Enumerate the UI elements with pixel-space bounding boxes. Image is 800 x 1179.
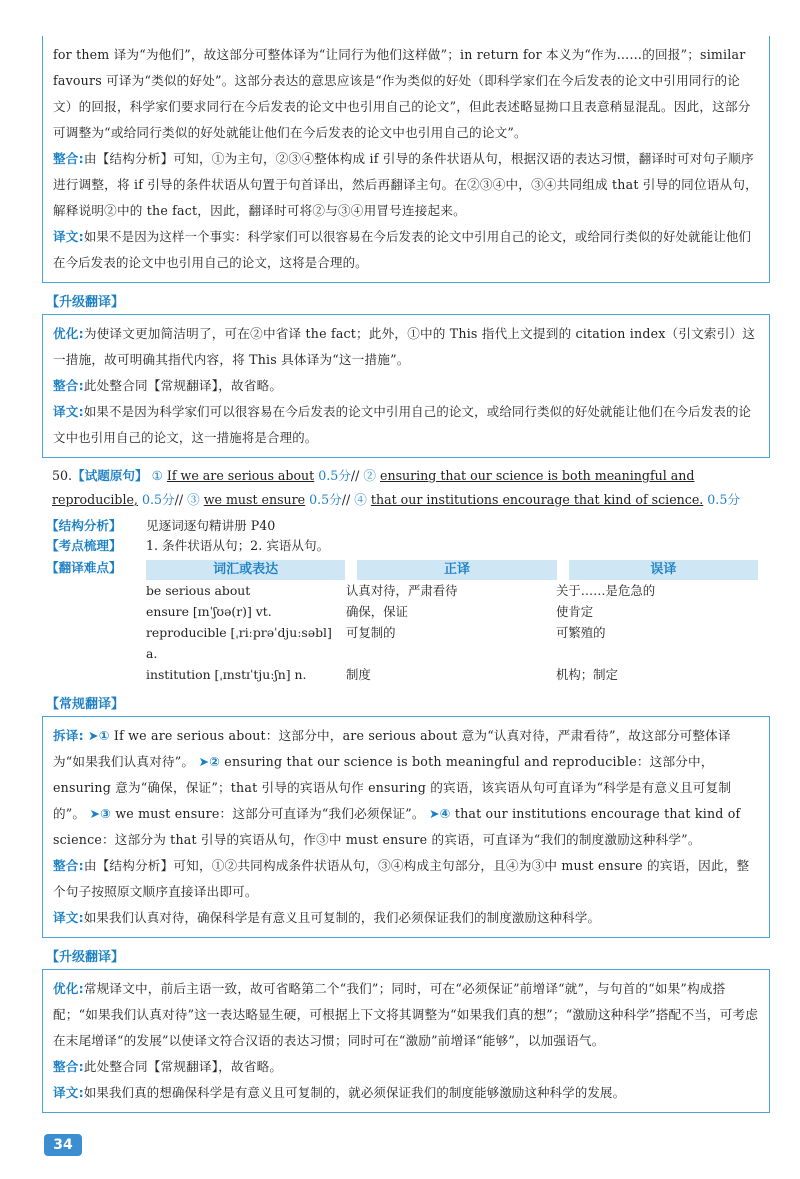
yiwen-label: 译文: (53, 910, 84, 925)
circle-1: ① (98, 728, 110, 743)
arrow-icon: ➤ (198, 754, 210, 769)
page-number: 34 (44, 1134, 82, 1156)
vocab-wrong: 可繁殖的 (556, 625, 606, 640)
chaiyi-label: 拆译: (53, 728, 84, 743)
question-tag: 【试题原句】 (72, 468, 148, 483)
yiwen-text: 如果不是因为科学家们可以很容易在今后发表的论文中引用自己的论文，或给同行类似的好处就能让他们在今后发表的论文中也引用自己的论文，这一措施将是合理的。 (53, 404, 752, 445)
circle-2: ② (209, 754, 221, 769)
vocab-correct: 制度 (346, 667, 371, 682)
circle-3: ③ (100, 806, 112, 821)
question-50 (52, 464, 770, 512)
circle-2: ② (363, 468, 376, 483)
youhua-text: 常规译文中，前后主语一致，故可省略第二个“我们”；同时，可在“必须保证”前增译“就”，与句首的“如果”构成搭配；“如果我们认真对待”这一表达略显生硬，可根据上下文将其调整为“如果我们真的想”；“激励这种科学”搭配不当，可考虑在末尾增译“的发展”以使译文符合汉语的表达习惯；同时可在“激励”前增译“能够”，以加强语气。 (53, 981, 759, 1048)
vocab-correct: 可复制的 (346, 625, 396, 640)
youhua-text: 为使译文更加简洁明了，可在②中省译 the fact；此外，①中的 This 指代上文提到的 citation index（引文索引）这一措施，故可明确其指代内容，将 This 具体译为“这一措施”。 (53, 326, 756, 367)
separator: // (350, 468, 360, 483)
separator: // (174, 492, 184, 507)
arrow-icon: ➤ (89, 806, 101, 821)
header-correct: 正译 (357, 560, 556, 580)
segment-1: If we are serious about (166, 468, 315, 483)
header-word: 词汇或表达 (146, 560, 345, 580)
yiwen-text: 如果我们真的想确保科学是有意义且可复制的，就必须保证我们的制度能够激励这种科学的发展。 (83, 1085, 626, 1100)
structure-text: 见逐词逐句精讲册 P40 (146, 518, 276, 533)
info-block: 【结构分析】 见逐词逐句精讲册 P40 【考点梳理】 1. 条件状语从句；2. 宾语从句。 【翻译难点】 (46, 518, 330, 575)
regular-box (42, 716, 770, 938)
structure-label: 【结构分析】 (46, 518, 122, 533)
vocab-row (146, 664, 770, 685)
zhenghe-label: 整合: (53, 858, 84, 873)
points-2: 0.5分 (141, 492, 175, 507)
vocab-header (146, 560, 770, 580)
vocab-row (146, 622, 770, 664)
zhenghe-text: 由【结构分析】可知，①②共同构成条件状语从句，③④构成主句部分，且④为③中 must ensure 的宾语，因此，整个句子按照原文顺序直接译出即可。 (53, 858, 750, 899)
question-number: 50. (52, 468, 73, 483)
vocab-word: reproducible [ˌriːprəˈdjuːsəbl] a. (146, 625, 332, 661)
zhenghe-text: 此处整合同【常规翻译】，故省略。 (83, 1059, 283, 1074)
points-label: 【考点梳理】 (46, 538, 122, 553)
vocab-word: be serious about (146, 583, 251, 598)
zhenghe-label: 整合: (53, 1059, 84, 1074)
vocab-wrong: 机构；制定 (556, 667, 618, 682)
zhenghe-text: 由【结构分析】可知，①为主句，②③④整体构成 if 引导的条件状语从句，根据汉语的表达习惯，翻译时可对句子顺序进行调整，将 if 引导的条件状语从句置于句首译出，然后再翻译主句。在②③④中，③④共同组成 that 引导的同位语从句，解释说明②中的 the fact，因此，翻译时可将②与③④用冒号连接起来。 (53, 151, 758, 218)
analysis-text: for them 译为“为他们”，故这部分可整体译为“让同行为他们这样做”；in return for 本义为“作为……的回报”；similar favours 可译为“类似的好处”。这部分表达的意思应该是“作为类似的好处（即科学家们在今后发表的论文中引用同行的论文）的回报，科学家们要求同行在今后发表的论文中也引用自己的论文”，但此表述略显拗口且表意稍显混乱。因此，这部分可调整为“或给同行类似的好处就能让他们在今后发表的论文中也引用自己的论文”。 (53, 47, 751, 140)
vocab-wrong: 使肯定 (556, 604, 594, 619)
zhenghe-label: 整合: (53, 151, 84, 166)
split-text-1: If we are serious about：这部分中，are serious about 意为“认真对待，严肃看待”，故这部分可整体译为“如果我们认真对待”。 (53, 728, 731, 769)
yiwen-text: 如果不是因为这样一个事实：科学家们可以很容易在今后发表的论文中引用自己的论文，或给同行类似的好处就能让他们在今后发表的论文中也引用自己的论文，这将是合理的。 (53, 229, 752, 270)
zhenghe-label: 整合: (53, 378, 84, 393)
yiwen-label: 译文: (53, 1085, 84, 1100)
section-upgrade-1: 【升级翻译】 (46, 295, 125, 310)
circle-3: ③ (187, 492, 200, 507)
split-text-3: we must ensure：这部分可直译为“我们必须保证”。 (115, 806, 425, 821)
analysis-box-1 (42, 36, 770, 283)
points-4: 0.5分 (707, 492, 740, 507)
youhua-label: 优化: (53, 981, 84, 996)
vocab-correct: 认真对待，严肃看待 (346, 583, 458, 598)
yiwen-label: 译文: (53, 404, 84, 419)
vocab-word: institution [ˌɪnstɪˈtjuːʃn] n. (146, 667, 307, 682)
vocab-row (146, 601, 770, 622)
vocab-wrong: 关于……是危急的 (556, 583, 656, 598)
circle-4: ④ (354, 492, 367, 507)
youhua-label: 优化: (53, 326, 84, 341)
points-1: 0.5分 (318, 468, 351, 483)
points-text: 1. 条件状语从句；2. 宾语从句。 (146, 538, 330, 553)
section-upgrade-2: 【升级翻译】 (46, 950, 125, 965)
segment-2: ensuring that our science is both meaningful and reproducible, (52, 468, 695, 507)
yiwen-text: 如果我们认真对待，确保科学是有意义且可复制的，我们必须保证我们的制度激励这种科学。 (83, 910, 601, 925)
circle-4: ④ (439, 806, 451, 821)
upgrade-box-2 (42, 969, 770, 1113)
header-wrong: 误译 (569, 560, 758, 580)
arrow-icon: ➤ (88, 728, 99, 743)
yiwen-label: 译文: (53, 229, 84, 244)
segment-3: we must ensure (203, 492, 306, 507)
vocab-word: ensure [ɪnˈʃʊə(r)] vt. (146, 604, 272, 619)
split-text-2: ensuring that our science is both meaningful and reproducible：这部分中，ensuring 意为“确保，保证”；that 引导的宾语从句作 ensuring 的宾语，该宾语从句可直译为“科学是有意义且可复制的”。 (53, 754, 732, 821)
circle-1: ① (151, 468, 163, 483)
upgrade-box-1 (42, 314, 770, 458)
zhenghe-text: 此处整合同【常规翻译】，故省略。 (83, 378, 283, 393)
segment-4: that our institutions encourage that kind of science. (370, 492, 704, 507)
vocab-correct: 确保，保证 (346, 604, 408, 619)
points-3: 0.5分 (309, 492, 342, 507)
separator: // (341, 492, 351, 507)
section-regular: 【常规翻译】 (46, 697, 125, 712)
vocab-row (146, 580, 770, 601)
arrow-icon: ➤ (428, 806, 440, 821)
split-text-4: that our institutions encourage that kind of science：这部分为 that 引导的宾语从句，作③中 must ensure 的宾语，可直译为“我们的制度激励这种科学”。 (53, 806, 741, 847)
